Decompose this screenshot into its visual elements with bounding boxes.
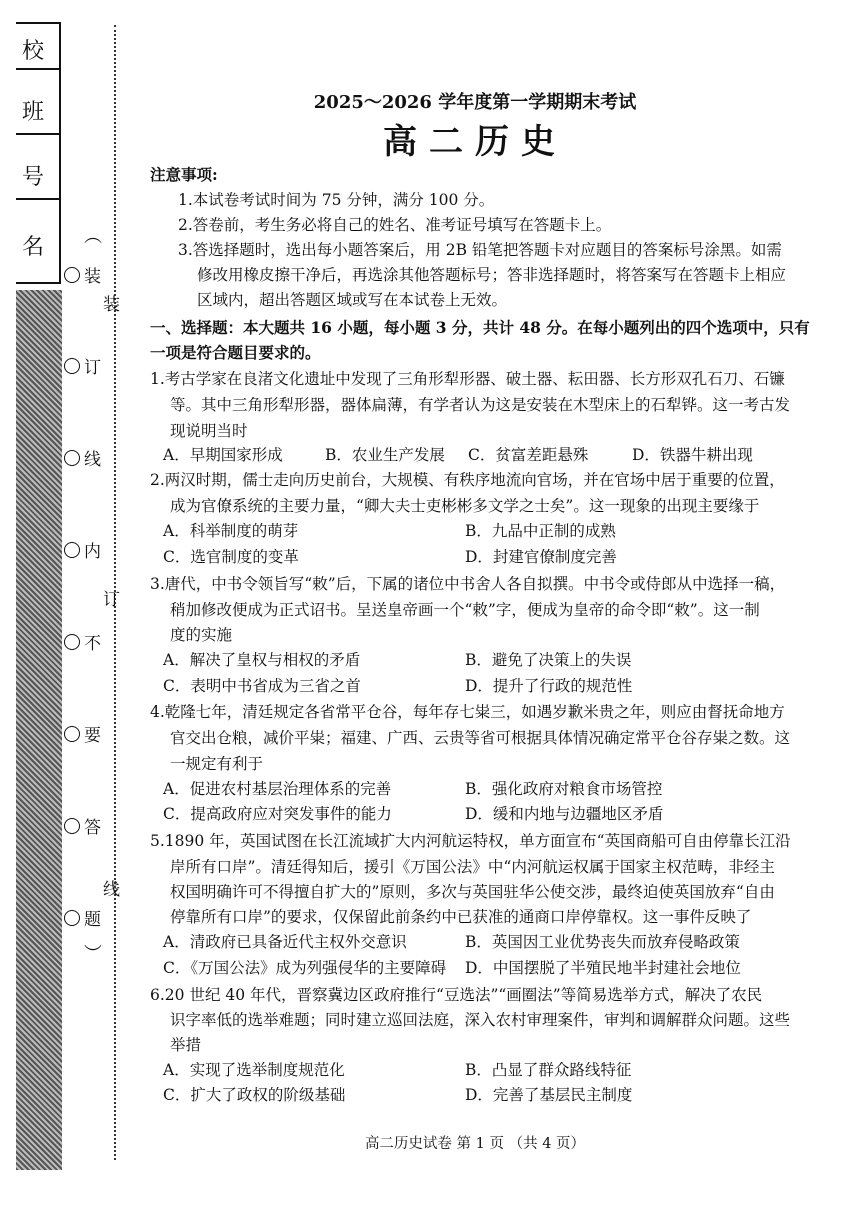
question-stem: 4.乾隆七年，清廷规定各省常平仓谷，每年存七粜三，如遇岁歉米贵之年，则应由督抚命地方 [150,703,785,721]
subject-title: 高二历史 [383,122,567,162]
notice-heading: 注意事项: [150,165,218,184]
student-info-table [16,22,61,284]
school-field: 校 [16,24,59,70]
notice-item: 区域内，超出答题区域或写在本试卷上无效。 [197,291,508,309]
question-stem: 一规定有利于 [170,755,264,773]
question-stem: 3.唐代，中书令领旨写“敕”后，下属的诸位中书舍人各自拟撰。中书令或侍郎从中选择一稿， [150,575,786,593]
option-a: A．解决了皇权与相权的矛盾 [163,651,361,669]
option-a: A．科举制度的萌芽 [163,522,299,540]
circle-icon [64,910,80,926]
seal-item: 答 [64,813,101,838]
option-a: A．促进农村基层治理体系的完善 [163,780,392,798]
question-stem: 等。其中三角形犁形器，器体扁薄，有学者认为这是安装在木型床上的石犁铧。这一考古发 [170,396,791,414]
option-d: D．提升了行政的规范性 [465,677,633,695]
option-a: A．清政府已具备近代主权外交意识 [163,933,407,951]
seal-item: 装 [64,262,101,287]
option-a: A．实现了选举制度规范化 [163,1061,345,1079]
option-d: D．中国摆脱了半殖民地半封建社会地位 [465,959,741,977]
option-d: D．完善了基层民主制度 [465,1086,633,1104]
class-field: 班 [16,70,59,135]
circle-icon [64,818,80,834]
option-c: C．扩大了政权的阶级基础 [163,1086,346,1104]
option-d: D．铁器牛耕出现 [632,446,753,464]
cut-line-label: 装 [103,295,120,315]
circle-icon [64,542,80,558]
seal-item: 订 [64,353,101,378]
option-c: C．贫富差距悬殊 [468,446,589,464]
option-c: C．选官制度的变革 [163,548,299,566]
exam-title: 2025～2026 学年度第一学期期末考试 [313,92,637,113]
circle-icon [64,450,80,466]
question-stem: 6.20 世纪 40 年代，晋察冀边区政府推行“豆选法”“画圈法”等简易选举方式，解决了农民 [150,986,763,1004]
question-stem: 识字率低的选举难题；同时建立巡回法庭，深入农村审理案件，审判和调解群众问题。这些 [170,1011,791,1029]
page-footer: 高二历史试卷 第 1 页 （共 4 页） [364,1136,586,1152]
notice-item: 3.答选择题时，选出每小题答案后，用 2B 铅笔把答题卡对应题目的答案标号涂黑。如需 [178,241,782,259]
option-a: A．早期国家形成 [163,446,283,464]
question-stem: 稍加修改便成为正式诏书。呈送皇帝画一个“敕”字，便成为皇帝的命令即“敕”。这一制 [170,601,760,619]
number-field: 号 [16,135,59,200]
seal-paren-open: ︵ [84,226,102,247]
option-c: C．表明中书省成为三省之首 [163,677,361,695]
question-stem: 1.考古学家在良渚文化遗址中发现了三角形犁形器、破土器、耘田器、长方形双孔石刀、石镰 [150,370,785,388]
seal-paren-close: ︶ [84,944,102,965]
seal-item: 不 [64,629,101,654]
question-stem: 举措 [170,1036,202,1054]
question-stem: 岸所有口岸”。清廷得知后，援引《万国公法》中“内河航运权属于国家主权范畴，非经主 [170,858,775,876]
cut-line-label: 线 [103,880,120,900]
option-b: B．避免了决策上的失误 [465,651,632,669]
question-stem: 官交出仓粮，减价平粜；福建、广西、云贵等省可根据具体情况确定常平仓谷存粜之数。这 [170,729,791,747]
circle-icon [64,634,80,650]
question-stem: 2.两汉时期，儒士走向历史前台，大规模、有秩序地流向官场，并在官场中居于重要的位置， [150,471,785,489]
question-stem: 5.1890 年，英国试图在长江流域扩大内河航运特权，单方面宣布“英国商船可自由停靠长江沿 [150,832,791,850]
question-stem: 成为官僚系统的主要力量，“卿大夫士吏彬彬多文学之士矣”。这一现象的出现主要缘于 [170,497,760,515]
option-b: B．九品中正制的成熟 [465,522,616,540]
option-b: B．凸显了群众路线特征 [465,1061,632,1079]
binding-hatch-strip [16,290,62,1170]
option-b: B．强化政府对粮食市场管控 [465,780,663,798]
notice-item: 2.答卷前，考生务必将自己的姓名、准考证号填写在答题卡上。 [178,216,612,234]
question-stem: 度的实施 [170,626,233,644]
option-b: B．农业生产发展 [325,446,445,464]
question-stem: 停靠所有口岸”的要求，仅保留此前条约中已获准的通商口岸停靠权。这一事件反映了 [170,908,752,926]
seal-item: 内 [64,537,101,562]
seal-item: 要 [64,721,101,746]
seal-item: 题 [64,905,101,930]
cut-line-label: 订 [103,590,120,610]
seal-item: 线 [64,445,101,470]
option-b: B．英国因工业优势丧失而放弃侵略政策 [465,933,740,951]
option-c: C．提高政府应对突发事件的能力 [163,805,392,823]
circle-icon [64,267,80,283]
option-d: D．封建官僚制度完善 [465,548,617,566]
circle-icon [64,726,80,742]
notice-item: 1.本试卷考试时间为 75 分钟，满分 100 分。 [178,191,495,209]
option-c: C．《万国公法》成为列强侵华的主要障碍 [163,959,447,977]
question-stem: 现说明当时 [170,422,248,440]
notice-item: 修改用橡皮擦干净后，再选涂其他答题标号；答非选择题时，将答案写在答题卡上相应 [197,266,787,284]
section-heading: 一项是符合题目要求的。 [150,343,321,362]
name-field: 名 [22,235,45,260]
question-stem: 权国明确许可不得擅自扩大的”原则，多次与英国驻华公使交涉，最终迫使英国放弃“自由 [170,883,775,901]
option-d: D．缓和内地与边疆地区矛盾 [465,805,664,823]
circle-icon [64,358,80,374]
section-heading: 一、选择题：本大题共 16 小题，每小题 3 分，共计 48 分。在每小题列出的四个选项中，只有 [150,318,810,337]
